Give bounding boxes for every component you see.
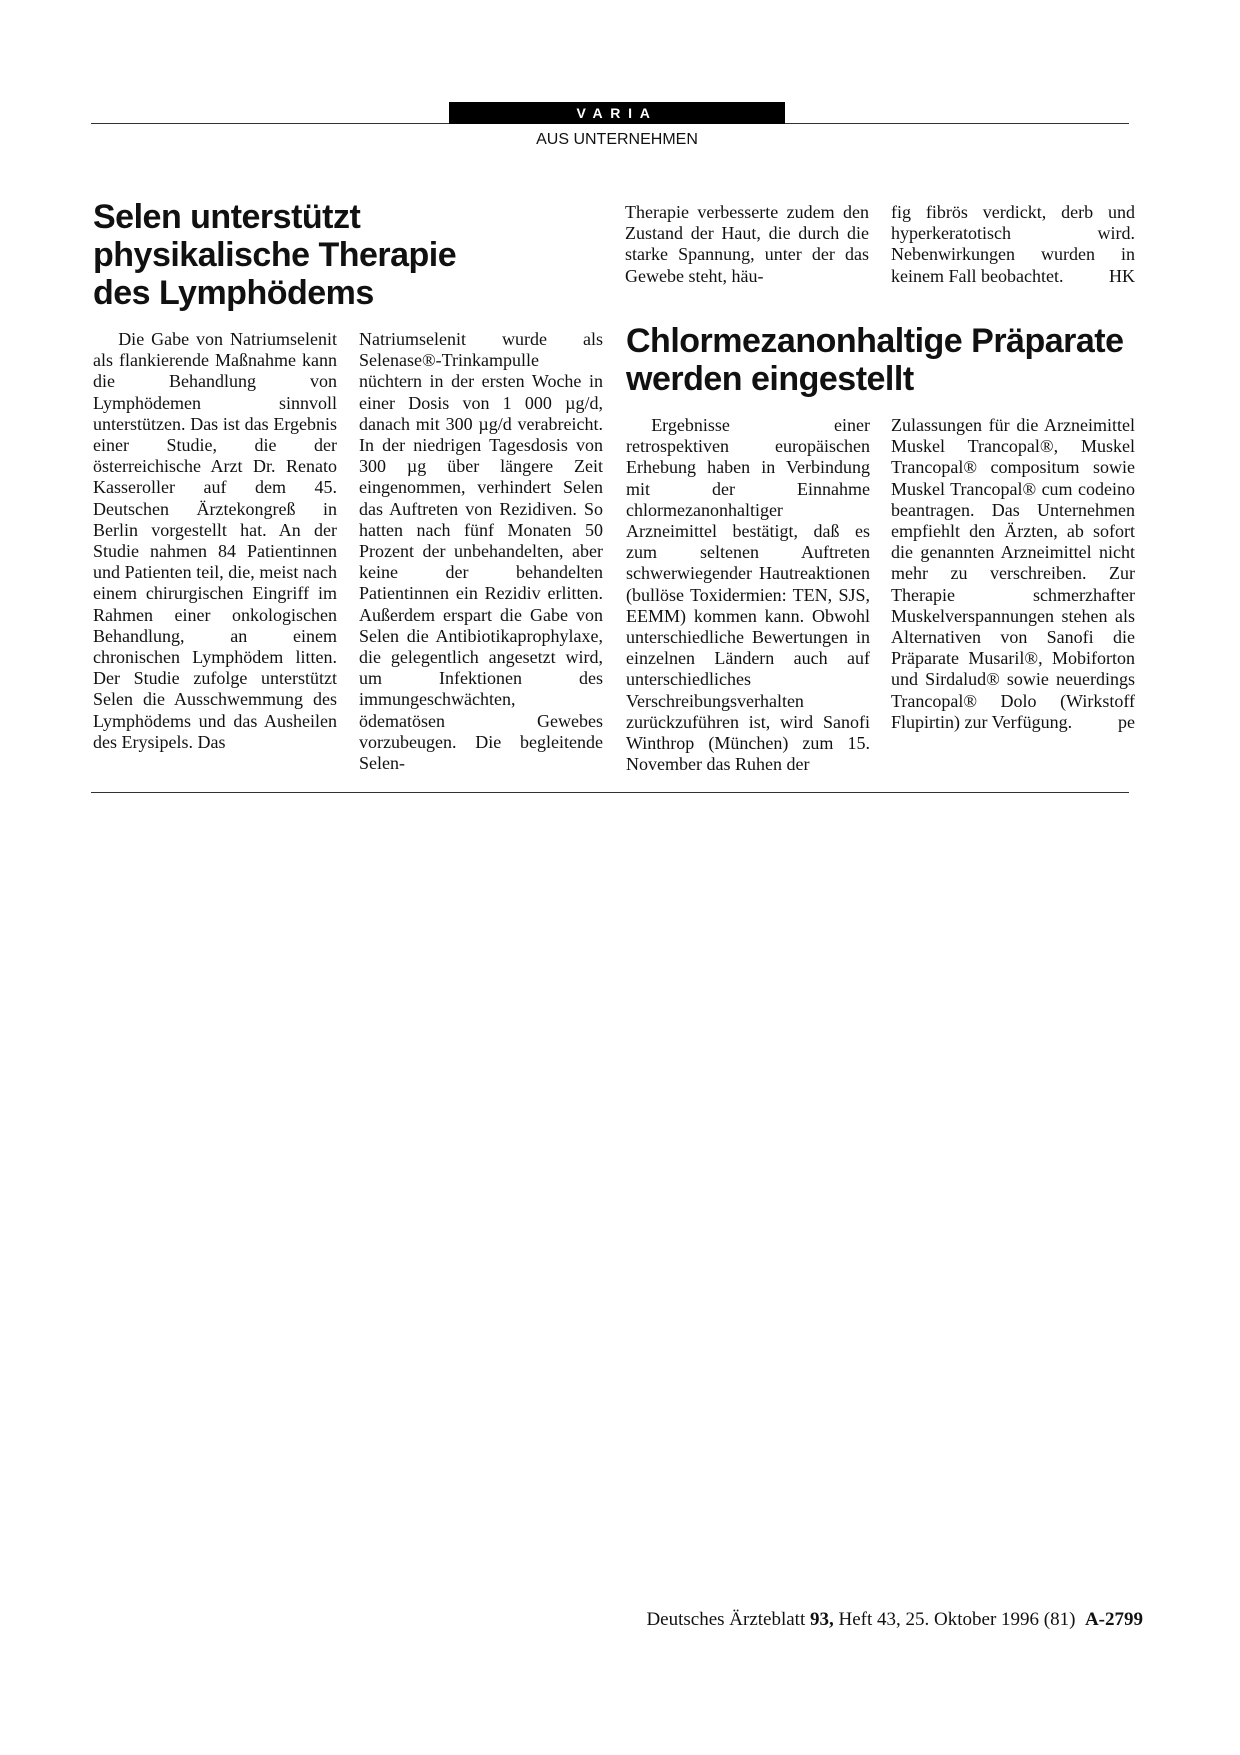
article2-column-1	[626, 415, 870, 775]
article1-author: HK	[1109, 265, 1135, 286]
footer-journal: Deutsches Ärzteblatt	[646, 1609, 806, 1630]
article1-col1-text: Die Gabe von Natriumselenit als flankierende Maßnahme kann die Behandlung von Lymphödemen sinnvoll unterstützen. Das ist das Ergebnis einer Studie, die der österreichische Arzt Dr. Renato Kasseroller auf dem 45. Deutschen Ärztekongreß in Berlin vorgestellt hat. An der Studie nahmen 84 Patientinnen und Patienten teil, die, meist nach einem chirurgischen Eingriff im Rahmen einer onkologischen Behandlung, an einem chronischen Lymphödem litten. Der Studie zufolge unterstützt Selen die Ausschwemmung des Lymphödems und das Ausheilen des Erysipels. Das	[93, 329, 337, 752]
article2-column-2	[891, 415, 1135, 733]
page-footer	[646, 1608, 1143, 1632]
article1-col2-text: Natriumselenit wurde als Selenase®-Trinkampulle nüchtern in der ersten Woche in einer Dosis von 1 000 µg/d, danach mit 300 µg/d verabreicht. In der niedrigen Tagesdosis von 300 µg über längere Zeit eingenommen, verhindert Selen das Auftreten von Rezidiven. So hatten nach fünf Monaten 50 Prozent der unbehandelten, aber keine der behandelten Patientinnen ein Rezidiv erlitten. Außerdem erspart die Gabe von Selen die Antibiotikaprophylaxe, die gelegentlich angesetzt wird, um Infektionen des immungeschwächten, ödematösen Gewebes vorzubeugen. Die begleitende Selen-	[359, 329, 603, 774]
article2-col1-text: Ergebnisse einer retrospektiven europäischen Erhebung haben in Verbindung mit der Einnahme chlormezanonhaltiger Arzneimittel bestätigt, daß es zum seltenen Auftreten schwerwiegender Hautreaktionen (bullöse Toxidermien: TEN, SJS, EEMM) kommen kann. Obwohl unterschiedliche Bewertungen in einzelnen Ländern auch auf unterschiedliches Verschreibungsverhalten zurückzuführen ist, wird Sanofi Winthrop (München) zum 15. November das Ruhen der	[626, 415, 870, 775]
article1-col4-text: fig fibrös verdickt, derb und hyperkeratotisch wird. Nebenwirkungen wurden in keinem Fall beobachtet.	[891, 202, 1135, 286]
article2-title: Chlormezanonhaltige Präparate werden eingestellt	[626, 322, 1124, 398]
footer-volume: 93,	[810, 1609, 834, 1630]
footer-issue: Heft 43, 25. Oktober 1996 (81)	[838, 1609, 1076, 1630]
article1-column-2	[359, 329, 603, 774]
content-bottom-rule	[91, 792, 1129, 793]
subsection-label: AUS UNTERNEHMEN	[536, 131, 698, 148]
article1-column-1	[93, 329, 337, 753]
section-label: VARIA	[449, 102, 785, 124]
article2-col2-text: Zulassungen für die Arzneimittel Muskel Trancopal®, Muskel Trancopal® compositum sowie Muskel Trancopal® cum codeino beantragen. Das Unternehmen empfiehlt den Ärzten, ab sofort die genannten Arzneimittel nicht mehr zu verschreiben. Zur Therapie schmerzhafter Muskelverspannungen stehen als Alternativen von Sanofi die Präparate Musaril®, Mobiforton und Sirdalud® sowie neuerdings Trancopal® Dolo (Wirkstoff Flupirtin) zur Verfügung.	[891, 415, 1135, 732]
article1-column-4	[891, 202, 1135, 287]
article1-title: Selen unterstützt physikalische Therapie des Lymphödems	[93, 198, 457, 312]
article2-author: pe	[1118, 711, 1135, 732]
footer-page-number: A-2799	[1084, 1609, 1143, 1630]
article1-column-3	[625, 202, 869, 287]
article1-col3-text: Therapie verbesserte zudem den Zustand der Haut, die durch die starke Spannung, unter der das Gewebe steht, häu-	[625, 202, 869, 286]
